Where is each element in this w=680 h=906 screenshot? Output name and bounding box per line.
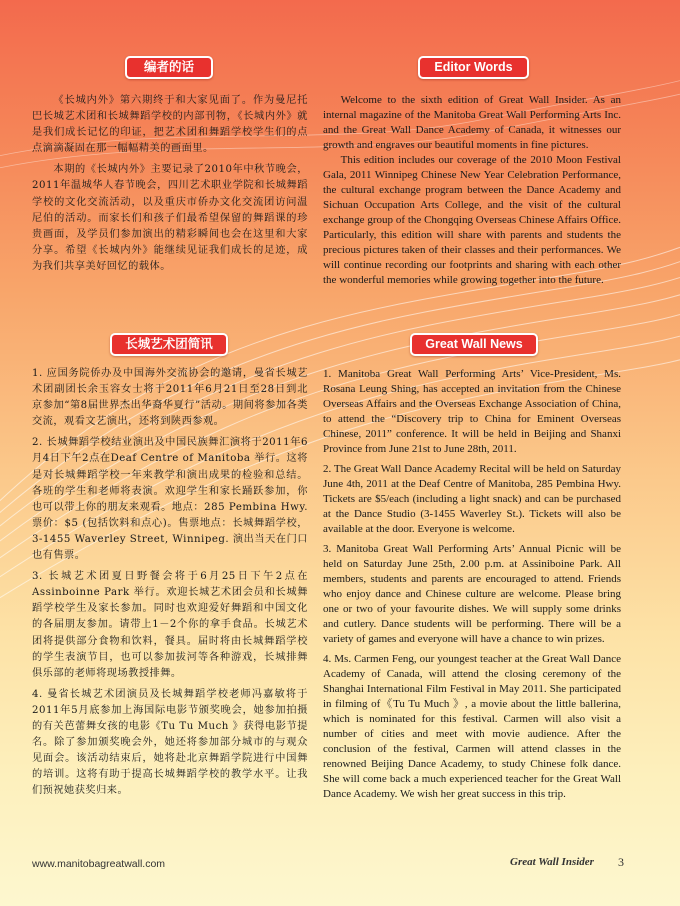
news-en-item: 1. Manitoba Great Wall Performing Arts’ Vice-President, Ms. Rosana Leung Shing, has accepted an invitation from the Chinese Overseas Affairs and the Overseas Exchange Association of China, to attend the “Discovery trip to China for Eminent Overseas Chinese, 2011” conference. It will be held in Beijing and Shanxi Province from June 21st to June 28th, 2011. [323,368,621,455]
news-heading-cn: 长城艺术团简讯 [110,333,228,356]
news-cn-item: 1. 应国务院侨办及中国海外交流协会的邀请，曼省长城艺术团副团长余玉容女士将于2011年6月21日至28日到北京参加“第8届世界杰出华裔华夏行”活动。期间将参加各类交流，观看文艺演出，还将到陕西参观。 [32,368,308,428]
news-en-item: 3. Manitoba Great Wall Performing Arts’ Annual Picnic will be held on Saturday June 25th, 2.00 p.m. at Assiniboine Park. All members, students and parents are encouraged to attend. Friends who enjoy dance and Chinese culture are welcome. Please bring one or two of your favourite dishes. We will supply some drinks and cutlery. Dance students will be performing. There will be a variety of games and everyone will have a chance to win prizes. [323,543,621,645]
editor-words-english [323,93,621,293]
editor-en-paragraph: This edition includes our coverage of the 2010 Moon Festival Gala, 2011 Winnipeg Chinese New Year Celebration Performance, the cultural exchange program between the Dance Academy and Sichuan Occupation Arts College, and the visit of the cultural exchange group of the Chongqing Overseas Chinese Affairs Office. Particularly, this edition will share with parents and students the precious pictures taken of their classes and their performances. We will continue recording our footprints and sharing with each other the wonderful memories while growing together into the future. [323,154,621,286]
news-chinese [32,366,308,804]
editor-en-paragraph: Welcome to the sixth edition of Great Wall Insider. As an internal magazine of the Manitoba Great Wall Performing Arts Inc. and the Great Wall Dance Academy of Canada, it witnesses our growth and engraves our beautiful moments in fine pictures. [323,94,621,151]
news-english [323,367,621,807]
editor-heading-en: Editor Words [418,56,529,79]
editor-cn-paragraph: 本期的《长城内外》主要记录了2010年中秋节晚会，2011年温城华人春节晚会，四川艺术职业学院和长城舞蹈学校的文化交流活动，以及重庆市侨办文化交流团访问温尼伯的活动。而家长们和孩子们最希望保留的舞蹈课的珍贵画面，及学员们参加演出的精彩瞬间也会在这里和大家分享。希望《长城内外》能继续见证我们成长的足迹，成为我们共享美好回忆的载体。 [32,164,308,272]
news-heading-en: Great Wall News [410,333,538,356]
news-en-item: 4. Ms. Carmen Feng, our youngest teacher at the Great Wall Dance Academy of Canada, will attend the closing ceremony of the Shanghai International Film Festival in May 2011. She participated in filming of《Tu Tu Much 》, a movie about the little ballerina, which is nominated for this festival. Carmen will also visit a number of cities and meet with movie audience. After the conclusion of the festival, Carmen will attend classes in the renowned Beijing Dance Academy, to study Chinese folk dance. She will come back a much experienced teacher for the Great Wall Dance Academy. We wish her great success in this trip. [323,653,621,800]
footer-magazine-title: Great Wall Insider [510,856,594,868]
news-cn-item: 4. 曼省长城艺术团演员及长城舞蹈学校老师冯嘉敏将于2011年5月底参加上海国际电影节颁奖晚会，她参加拍摄的有关芭蕾舞女孩的电影《Tu Tu Much 》获得电影节提名。除了参加颁奖晚会外，她还将参加部分城市的与观众见面会。该活动结束后，她将赴北京舞蹈学院进行中国舞的培训。这将有助于提高长城舞蹈学校的教学水平。让我们预祝她获奖归来。 [32,688,308,797]
news-cn-item: 3. 长城艺术团夏日野餐会将于6月25日下午2点在Assinboinne Park 举行。欢迎长城艺术团会员和长城舞蹈学校学生及家长参加。同时也欢迎爱好舞蹈和中国文化的各届朋友参加。请带上1－2个你的拿手食品。长城艺术团将提供部分食物和饮料，餐具。届时将由长城舞蹈学校的学生表演节目，也可以参加拔河等各种游戏，长城排舞俱乐部的老师将现场教授排舞。 [32,571,308,679]
news-cn-item: 2. 长城舞蹈学校结业演出及中国民族舞汇演将于2011年6月4日下午2点在Deaf Centre of Manitoba 举行。这将是对长城舞蹈学校一年来教学和演出成果的检验和总结。各班的学生和老师将表演。欢迎学生和家长踊跃参加，你也可以带上你的朋友来观看。地点：285 Pembina Hwy. 票价：$5 (包括饮料和点心)。售票地点：长城舞蹈学校，3-1455 Waverley Street, Winnipeg. 演出当天在门口也有售票。 [32,437,308,562]
news-en-item: 2. The Great Wall Dance Academy Recital will be held on Saturday June 4th, 2011 at the Deaf Centre of Manitoba, 285 Pembina Hwy. Tickets are $5/each (including a light snack) and can be purchased at the Dance Studio (3-1455 Waverley St.). Tickets will also be available at the door. Everyone is welcome. [323,463,621,535]
footer-website-link[interactable]: www.manitobagreatwall.com [32,858,166,870]
editor-cn-paragraph: 《长城内外》第六期终于和大家见面了。作为曼尼托巴长城艺术团和长城舞蹈学校的内部刊物，《长城内外》就是我们成长记忆的印证，把艺术团和舞蹈学校学生们的点点滴滴凝固在那一幅幅精美的画面里。 [32,95,308,155]
editor-heading-cn: 编者的话 [125,56,213,79]
page-number: 3 [618,855,624,869]
editor-words-chinese [32,93,308,280]
